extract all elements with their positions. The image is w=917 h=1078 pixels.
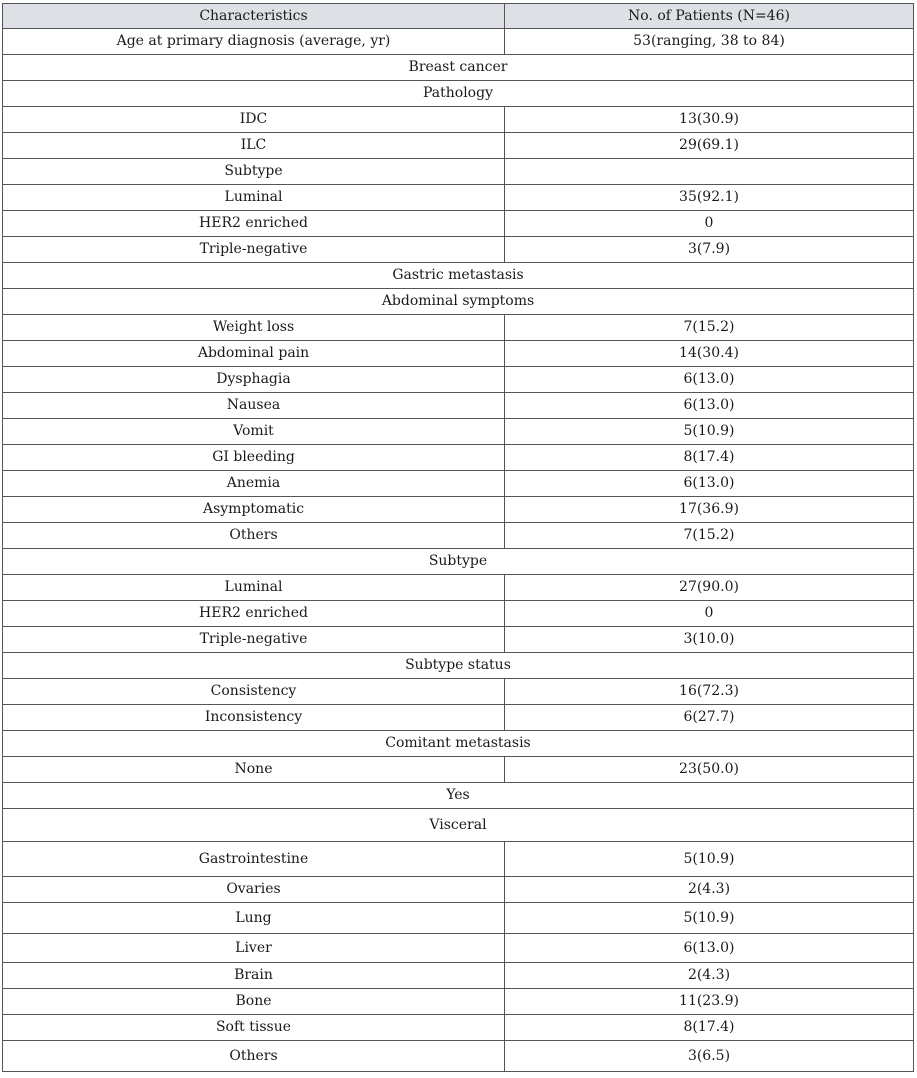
table-row bbox=[3, 705, 914, 731]
row-value: 27(90.0) bbox=[505, 575, 914, 601]
row-label: Nausea bbox=[3, 393, 505, 419]
row-value: 6(13.0) bbox=[505, 393, 914, 419]
table-row bbox=[3, 1041, 914, 1072]
table-header bbox=[3, 4, 914, 29]
row-label: Inconsistency bbox=[3, 705, 505, 731]
row-value: 23(50.0) bbox=[505, 757, 914, 783]
table-row bbox=[3, 341, 914, 367]
table-row bbox=[3, 877, 914, 903]
row-label: HER2 enriched bbox=[3, 211, 505, 237]
row-label: Dysphagia bbox=[3, 367, 505, 393]
section-row bbox=[3, 731, 914, 757]
row-label: Luminal bbox=[3, 185, 505, 211]
row-label: ILC bbox=[3, 133, 505, 159]
table-row bbox=[3, 627, 914, 653]
row-value: 7(15.2) bbox=[505, 315, 914, 341]
row-value: 29(69.1) bbox=[505, 133, 914, 159]
row-value: 8(17.4) bbox=[505, 1015, 914, 1041]
table-row bbox=[3, 133, 914, 159]
section-label: Subtype bbox=[3, 549, 914, 575]
section-label: Pathology bbox=[3, 81, 914, 107]
row-label: HER2 enriched bbox=[3, 601, 505, 627]
row-label: Anemia bbox=[3, 471, 505, 497]
section-row bbox=[3, 81, 914, 107]
table-row bbox=[3, 575, 914, 601]
table-row bbox=[3, 445, 914, 471]
row-value: 6(13.0) bbox=[505, 934, 914, 963]
row-label: Weight loss bbox=[3, 315, 505, 341]
row-label: Soft tissue bbox=[3, 1015, 505, 1041]
row-label: Gastrointestine bbox=[3, 842, 505, 877]
table-row bbox=[3, 419, 914, 445]
table-row bbox=[3, 903, 914, 934]
table-row bbox=[3, 211, 914, 237]
row-value: 16(72.3) bbox=[505, 679, 914, 705]
row-value: 7(15.2) bbox=[505, 523, 914, 549]
row-label: GI bleeding bbox=[3, 445, 505, 471]
table-row bbox=[3, 185, 914, 211]
row-label: Abdominal pain bbox=[3, 341, 505, 367]
row-value: 13(30.9) bbox=[505, 107, 914, 133]
row-label: Luminal bbox=[3, 575, 505, 601]
row-value bbox=[505, 159, 914, 185]
table-row bbox=[3, 757, 914, 783]
row-value: 5(10.9) bbox=[505, 903, 914, 934]
patient-characteristics-table-container bbox=[2, 3, 913, 1072]
section-row bbox=[3, 263, 914, 289]
row-label: Asymptomatic bbox=[3, 497, 505, 523]
column-header-characteristics: Characteristics bbox=[3, 4, 505, 29]
row-value: 6(13.0) bbox=[505, 367, 914, 393]
row-value: 14(30.4) bbox=[505, 341, 914, 367]
table-row bbox=[3, 989, 914, 1015]
row-label: IDC bbox=[3, 107, 505, 133]
section-label: Breast cancer bbox=[3, 55, 914, 81]
row-value: 6(13.0) bbox=[505, 471, 914, 497]
row-value: 2(4.3) bbox=[505, 877, 914, 903]
table-row bbox=[3, 842, 914, 877]
section-row bbox=[3, 783, 914, 809]
section-row bbox=[3, 55, 914, 81]
row-label: Others bbox=[3, 1041, 505, 1072]
section-label: Comitant metastasis bbox=[3, 731, 914, 757]
row-label: Triple-negative bbox=[3, 627, 505, 653]
section-row bbox=[3, 653, 914, 679]
row-value: 17(36.9) bbox=[505, 497, 914, 523]
table-row bbox=[3, 471, 914, 497]
section-label: Gastric metastasis bbox=[3, 263, 914, 289]
table-row bbox=[3, 934, 914, 963]
table-row bbox=[3, 679, 914, 705]
section-row bbox=[3, 549, 914, 575]
table-row bbox=[3, 107, 914, 133]
table-row bbox=[3, 963, 914, 989]
row-value: 0 bbox=[505, 601, 914, 627]
row-value: 5(10.9) bbox=[505, 842, 914, 877]
row-label: Bone bbox=[3, 989, 505, 1015]
patient-characteristics-table bbox=[2, 3, 914, 1072]
table-row bbox=[3, 523, 914, 549]
row-value: 35(92.1) bbox=[505, 185, 914, 211]
row-value: 5(10.9) bbox=[505, 419, 914, 445]
row-label: Subtype bbox=[3, 159, 505, 185]
table-row bbox=[3, 393, 914, 419]
section-row bbox=[3, 289, 914, 315]
table-row bbox=[3, 367, 914, 393]
table-row bbox=[3, 1015, 914, 1041]
table-row bbox=[3, 237, 914, 263]
row-value: 11(23.9) bbox=[505, 989, 914, 1015]
column-header-patients: No. of Patients (N=46) bbox=[505, 4, 914, 29]
row-label: Consistency bbox=[3, 679, 505, 705]
row-value: 3(10.0) bbox=[505, 627, 914, 653]
section-row bbox=[3, 809, 914, 842]
table-row bbox=[3, 159, 914, 185]
section-label: Visceral bbox=[3, 809, 914, 842]
row-value: 8(17.4) bbox=[505, 445, 914, 471]
table-row bbox=[3, 315, 914, 341]
row-value: 0 bbox=[505, 211, 914, 237]
row-label: Vomit bbox=[3, 419, 505, 445]
row-label: Liver bbox=[3, 934, 505, 963]
table-row bbox=[3, 497, 914, 523]
row-label: Others bbox=[3, 523, 505, 549]
row-value: 3(7.9) bbox=[505, 237, 914, 263]
row-label: Triple-negative bbox=[3, 237, 505, 263]
row-label: Lung bbox=[3, 903, 505, 934]
row-label: Brain bbox=[3, 963, 505, 989]
row-label: Age at primary diagnosis (average, yr) bbox=[3, 29, 505, 55]
section-label: Yes bbox=[3, 783, 914, 809]
table-row bbox=[3, 601, 914, 627]
row-value: 2(4.3) bbox=[505, 963, 914, 989]
row-value: 6(27.7) bbox=[505, 705, 914, 731]
row-label: None bbox=[3, 757, 505, 783]
table-row bbox=[3, 29, 914, 55]
row-label: Ovaries bbox=[3, 877, 505, 903]
row-value: 53(ranging, 38 to 84) bbox=[505, 29, 914, 55]
row-value: 3(6.5) bbox=[505, 1041, 914, 1072]
header-row bbox=[3, 4, 914, 29]
section-label: Abdominal symptoms bbox=[3, 289, 914, 315]
section-label: Subtype status bbox=[3, 653, 914, 679]
table-body bbox=[3, 29, 914, 1072]
